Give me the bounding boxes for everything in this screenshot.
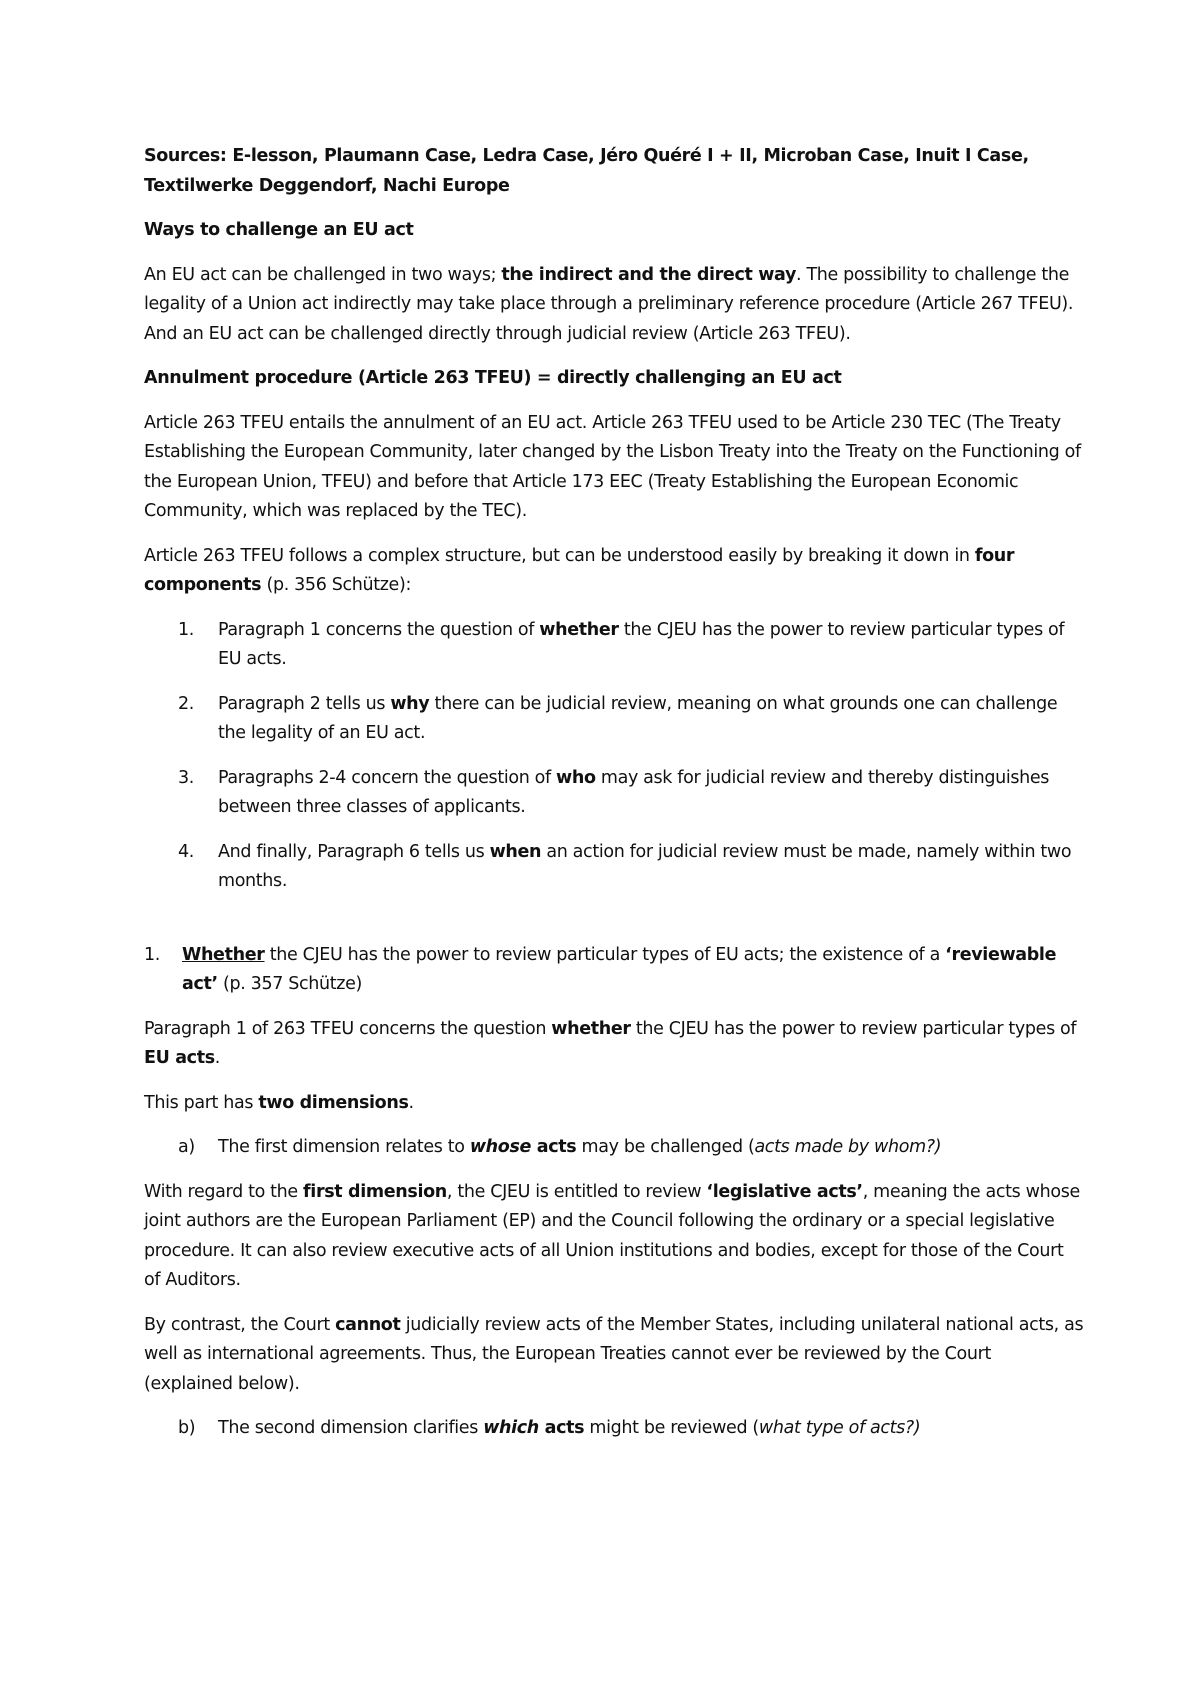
list-item: 3. Paragraphs 2-4 concern the question of who may ask for judicial review and thereby distinguishes between three classes of applicants. (178, 767, 1050, 817)
document-body (144, 142, 1084, 1459)
first-dimension-paragraph: With regard to the first dimension, the CJEU is entitled to review ‘legislative acts’, meaning the acts whose joint authors are the European Parliament (EP) and the Council following the ordinary or a special legislative procedure. It can also review executive acts of all Union institutions and bodies, except for those of the Court of Auditors. (144, 1181, 1080, 1290)
ways-paragraph: An EU act can be challenged in two ways; the indirect and the direct way. The possibility to challenge the legality of a Union act indirectly may take place through a preliminary reference procedure (Article 267 TFEU). And an EU act can be challenged directly through judicial review (Article 263 TFEU). (144, 264, 1074, 344)
list-item: 1. Paragraph 1 concerns the question of whether the CJEU has the power to review particular types of EU acts. (178, 619, 1065, 669)
contrast-paragraph: By contrast, the Court cannot judicially review acts of the Member States, including unilateral national acts, as well as international agreements. Thus, the European Treaties cannot ever be reviewed by the Court (explained below). (144, 1314, 1084, 1394)
paragraph-1-text: Paragraph 1 of 263 TFEU concerns the question whether the CJEU has the power to review particular types of EU acts. (144, 1018, 1077, 1068)
two-dimensions-text: This part has two dimensions. (144, 1092, 414, 1113)
list-item: 4. And finally, Paragraph 6 tells us when an action for judicial review must be made, namely within two months. (178, 841, 1072, 891)
sources-line: Sources: E-lesson, Plaumann Case, Ledra Case, Jéro Quéré I + II, Microban Case, Inuit I Case, Textilwerke Deggendorf, Nachi Europe (144, 146, 1029, 196)
dimension-b-item: b) The second dimension clarifies which acts might be reviewed (what type of acts?) (178, 1418, 921, 1438)
article-263-paragraph: Article 263 TFEU entails the annulment of an EU act. Article 263 TFEU used to be Article 230 TEC (The Treaty Establishing the European Community, later changed by the Lisbon Treaty into the Treaty on the Functioning of the European Union, TFEU) and before that Article 173 EEC (Treaty Establishing the European Economic Community, which was replaced by the TEC). (144, 412, 1081, 521)
list-item: 2. Paragraph 2 tells us why there can be judicial review, meaning on what grounds one can challenge the legality of an EU act. (178, 693, 1058, 743)
components-list (144, 616, 1084, 897)
ways-heading: Ways to challenge an EU act (144, 220, 414, 240)
structure-paragraph: Article 263 TFEU follows a complex structure, but can be understood easily by breaking it down in four components (p. 356 Schütze): (144, 545, 1015, 595)
annulment-heading: Annulment procedure (Article 263 TFEU) = directly challenging an EU act (144, 368, 842, 388)
section-1-heading: 1. Whether the CJEU has the power to review particular types of EU acts; the existence of a ‘reviewable act’ (p. 357 Schütze) (144, 944, 1057, 994)
dimension-a-item: a) The first dimension relates to whose acts may be challenged (acts made by whom?) (178, 1137, 942, 1157)
